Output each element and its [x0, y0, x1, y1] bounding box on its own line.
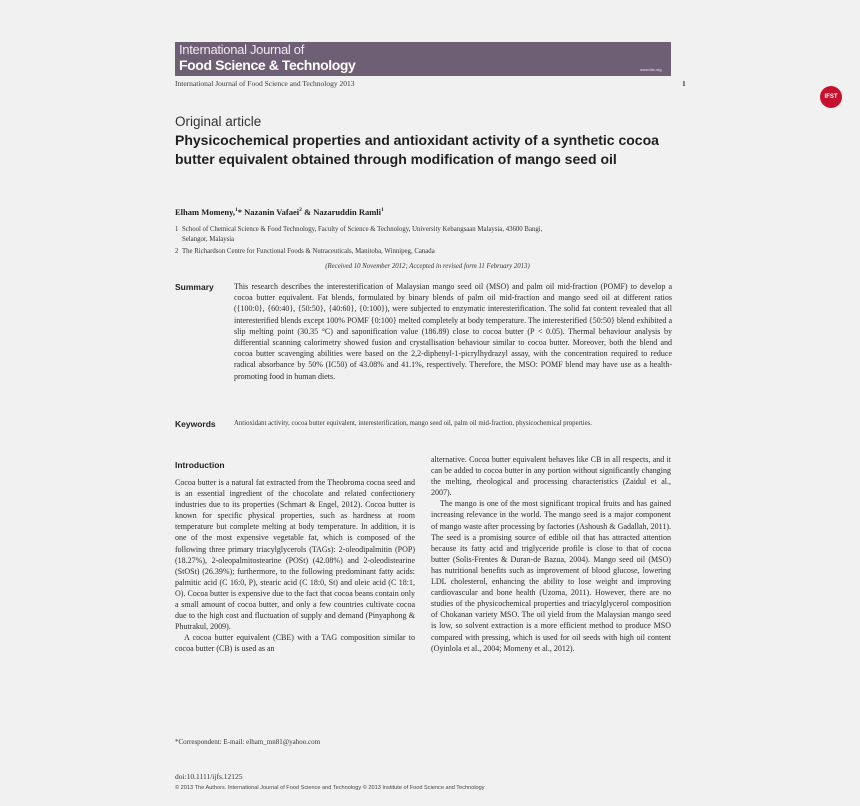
- paragraph: A cocoa butter equivalent (CBE) with a TAG composition similar to cocoa butter (CB) is used as an: [175, 633, 415, 654]
- ifst-logo-icon: IFST: [820, 86, 842, 108]
- paragraph: alternative. Cocoa butter equivalent behaves like CB in all respects, and it can be added to cocoa butter in any portion without significantly changing the melting, rheological and processing characteristics (Zaidul et al., 2007).: [431, 455, 671, 498]
- author-separator: &: [301, 207, 314, 217]
- author-affil-sup: 1: [234, 207, 238, 214]
- journal-name-line2: Food Science & Technology: [179, 57, 356, 73]
- logo-subtext: www.ifst.org: [640, 67, 662, 72]
- author-name: Elham Momeny,: [175, 207, 235, 217]
- paragraph: The mango is one of the most significant tropical fruits and has gained increasing relevance in the world. The mango seed is a major component of mango waste after processing by factories (Ashoush & Gadallah, 2011). The seed is a promising source of edible oil that has attracted attention because its fatty acid and triglyceride profile is close to that of cocoa butter (Solis-Frentes & Duran-de Bazua, 2004). Mango seed oil (MSO) has nutritional benefits such as improvement of blood glucose, lowering LDL cholesterol, enhancing the ability to lose weight and improving cardiovascular and bone health (Uzoma, 2011). However, there are no studies of the physicochemical properties and triacylglycerol composition of Chokanan variety MSO. The oil yield from the Malaysian mango seed is low, so solvent extraction is a more efficient method to produce MSO compared with pressing, which is used for oil seeds with high oil content (Oyinlola et al., 2004; Momeny et al., 2012).: [431, 499, 671, 653]
- page-number: 1: [682, 79, 686, 88]
- journal-name-line1: International Journal of: [179, 42, 305, 57]
- affiliation-text: The Richardson Centre for Functional Foods & Nutraceuticals, Manitoba, Winnipeg, Canada: [182, 248, 435, 255]
- received-dates: (Received 10 November 2012; Accepted in revised form 11 February 2013): [325, 263, 530, 270]
- introduction-heading: Introduction: [175, 460, 225, 470]
- author-affil-sup: 1: [381, 207, 384, 214]
- author-list: [175, 207, 384, 217]
- author-separator: *: [237, 207, 245, 217]
- doi: doi:10.1111/ijfs.12125: [175, 772, 243, 781]
- right-column: [431, 454, 671, 654]
- article-type: Original article: [175, 114, 262, 129]
- affiliation-1: [175, 225, 675, 245]
- running-head: International Journal of Food Science and Technology 2013: [175, 79, 355, 88]
- keywords-label: Keywords: [175, 419, 216, 429]
- affiliation-text: School of Chemical Science & Food Technology, Faculty of Science & Technology, University Kebangsaan Malaysia, 43600 Bangi,: [182, 226, 543, 233]
- correspondent-note: *Correspondent: E-mail: elham_mn81@yahoo.com: [175, 738, 321, 746]
- paragraph: Cocoa butter is a natural fat extracted from the Theobroma cocoa seed and is an essential ingredient of the chocolate and related confectionery industries due to its properties (Schmart & Engel, 2012). Cocoa butter is known for specific physical properties, such as hardness at room temperature but complete melting at body temperature. In addition, it is one of the most expensive vegetable fat, which is composed of the following three primary triacylglycerols (TAGs): 2-oleodipalmitin (POP) (18.27%), 2-oleopalmitostearine (POSt) (42.08%) and 2-oleodistearine (StOSt) (26.39%); furthermore, to the following predominant fatty acids: palmitic acid (C 16:0, P), stearic acid (C 18:0, St) and oleic acid (C 18:1, O). Cocoa butter is expensive due to the fact that cocoa beans contain only a small amount of cocoa butter, and only a few countries cultivate cocoa due to the high cost and fluctuation of supply and demand (Pinyaphong & Phutrakul, 2009).: [175, 478, 415, 632]
- summary-label: Summary: [175, 282, 214, 292]
- affiliation-number: 1: [175, 226, 179, 233]
- keywords-text: Antioxidant activity, cocoa butter equivalent, interesterification, mango seed oil, palm oil mid-fraction, physicochemical properties.: [234, 420, 592, 427]
- left-column: [175, 477, 415, 655]
- affiliation-number: 2: [175, 248, 179, 255]
- affiliation-text-cont: Selangor, Malaysia: [182, 236, 235, 243]
- affiliation-2: [175, 247, 675, 257]
- author-affil-sup: 2: [299, 207, 302, 214]
- author-name: Nazanin Vafaei: [244, 207, 300, 217]
- summary-text: This research describes the interesterification of Malaysian mango seed oil (MSO) and palm oil mid-fraction (POMF) to develop a cocoa butter equivalent. Fat blends, formulated by binary blends of palm oil mid-fraction and mango seed oil at different ratios ({100:0}, {60:40}, {50:50}, {40:60}, {0:100}), were subjected to enzymatic interesterification. The solid fat content revealed that all interesterified blends except 100% POMF {0:100} melted completely at body temperature. The interesterified {50:50} blend exhibited a slip melting point (30.35 °C) and saponification value (186.89) close to cocoa butter (P < 0.05). Thermal behaviour analysis by differential scanning calorimetry showed fusion and crystallisation behaviour similar to cocoa butter. Moreover, both the blend and cocoa butter scavenging abilities were based on the 2,2-diphenyl-1-picrylhydrazyl assay, with the concentration required to reduce radical absorbance by 50% (IC50) of 43.08% and 41.1%, respectively. Therefore, the MSO: POMF blend may have use as a health-promoting food in human diets.: [234, 282, 672, 381]
- author-name: Nazaruddin Ramli: [313, 207, 382, 217]
- article-title: Physicochemical properties and antioxidant activity of a synthetic cocoa butter equivalent obtained through modification of mango seed oil: [175, 132, 659, 167]
- copyright-notice: © 2013 The Authors. International Journal of Food Science and Technology © 2013 Institute of Food Science and Technology: [175, 785, 485, 791]
